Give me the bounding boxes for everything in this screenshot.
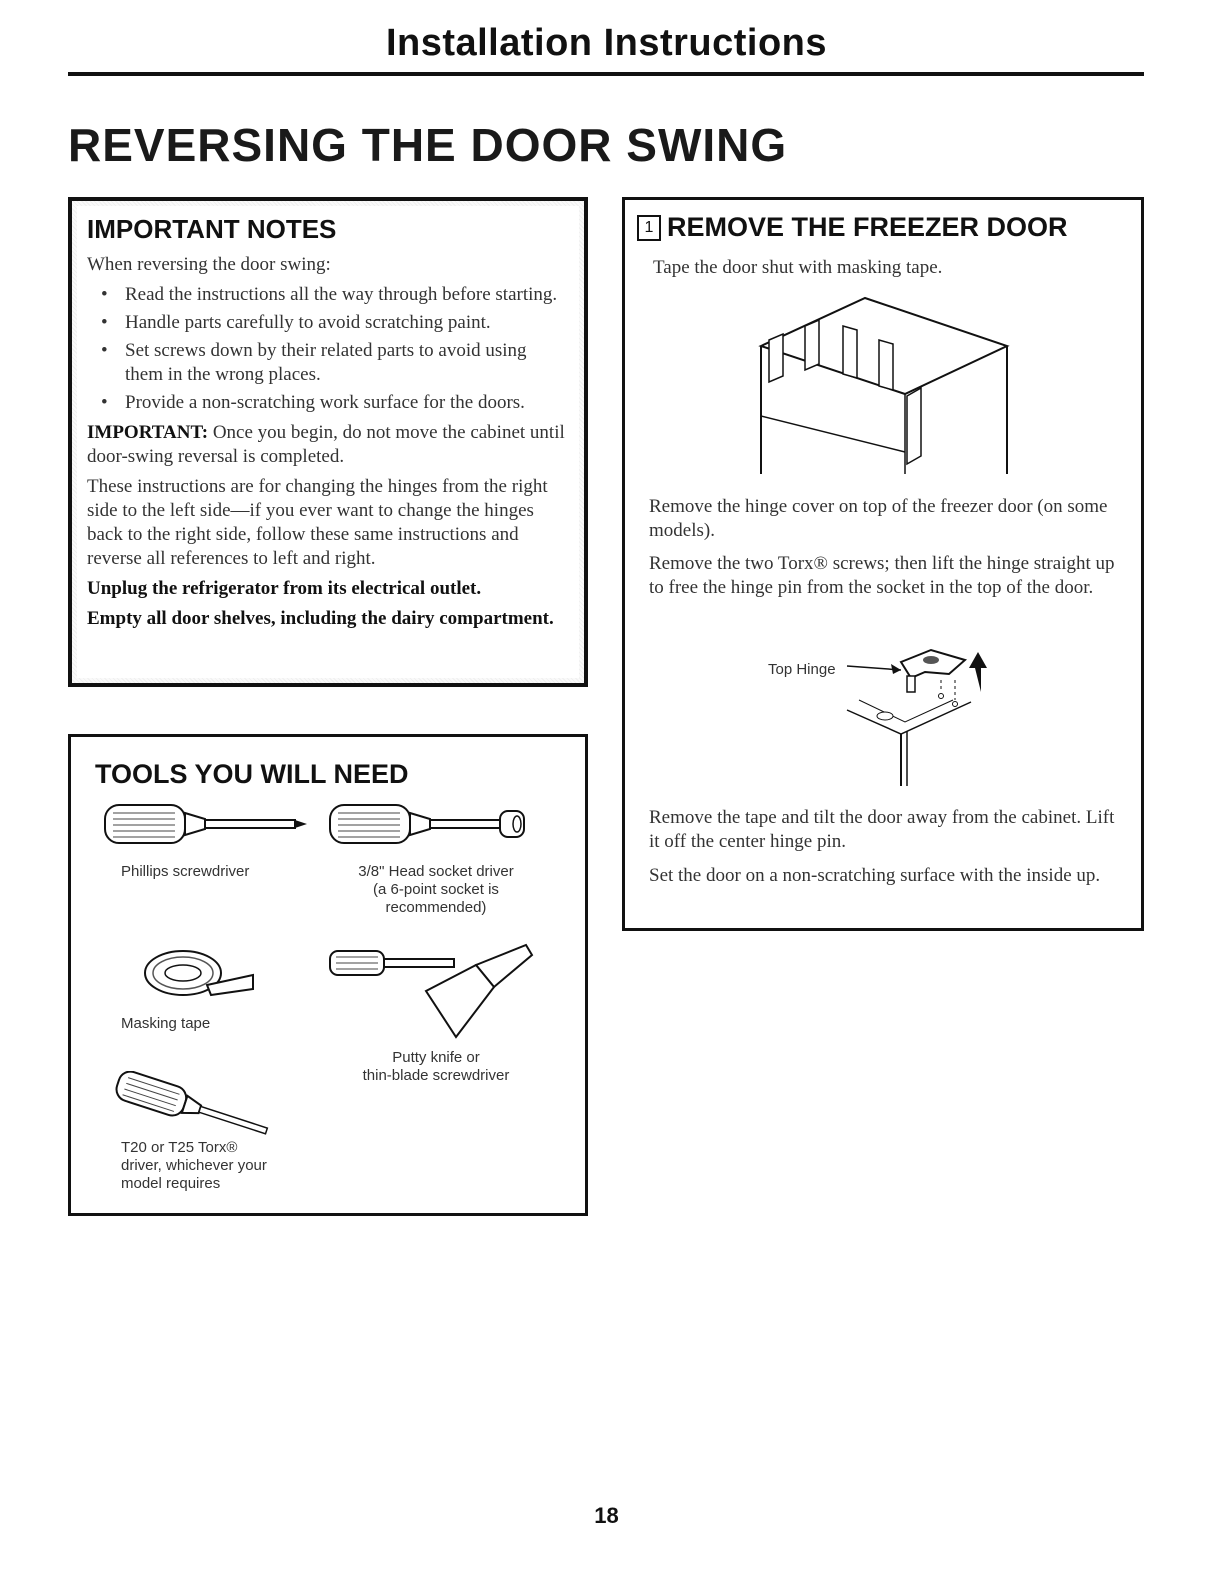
putty-knife-icon: [326, 941, 536, 1041]
header-rule: [68, 72, 1144, 76]
freezer-tape-illustration: [755, 296, 1025, 476]
phillips-label: Phillips screwdriver: [121, 863, 250, 880]
masking-tape-icon: [141, 945, 261, 1005]
freezer-door-heading: [637, 212, 1068, 243]
torx-driver-icon: [111, 1071, 281, 1141]
top-hinge-label: Top Hinge: [768, 661, 836, 678]
socket-driver-icon: [326, 799, 536, 849]
putty-knife-label: Putty knife or thin-blade screwdriver: [362, 1049, 510, 1084]
socket-driver-label: 3/8" Head socket driver (a 6-point socket is recommended): [358, 863, 514, 916]
tools-box: [68, 734, 588, 1216]
torx-screws-instruction: Remove the two Torx® screws; then lift the hinge straight up to free the hinge pin from the socket in the top of the door.: [649, 553, 1115, 598]
freezer-door-box: [622, 197, 1144, 931]
empty-shelves-warning: Empty all door shelves, including the dairy compartment.: [87, 608, 554, 629]
notes-bullet-list: [87, 283, 569, 415]
notes-bullet: • Handle parts carefully to avoid scratching paint.: [101, 312, 491, 333]
notes-bullet: • Provide a non-scratching work surface for the doors.: [101, 392, 525, 413]
phillips-screwdriver-icon: [101, 799, 311, 849]
important-label: IMPORTANT:: [87, 422, 209, 443]
notes-bullet: • Read the instructions all the way through before starting.: [101, 284, 558, 305]
page-header: Installation Instructions: [385, 22, 828, 64]
torx-driver-label: T20 or T25 Torx® driver, whichever your model requires: [121, 1139, 267, 1192]
step-number-badge: 1: [637, 215, 661, 241]
set-door-instruction: Set the door on a non-scratching surface with the inside up.: [649, 865, 1101, 886]
important-paragraph: [87, 421, 569, 469]
freezer-door-title: REMOVE THE FREEZER DOOR: [667, 212, 1068, 242]
tilt-door-instruction: Remove the tape and tilt the door away from the cabinet. Lift it off the center hinge pin.: [649, 807, 1115, 852]
hinges-paragraph: These instructions are for changing the hinges from the right side to the left side—if you ever want to change the hinges back to the right side, follow these same instructions and reverse all references to left and right.: [87, 476, 548, 569]
important-notes-box: [68, 197, 588, 687]
masking-tape-label: Masking tape: [121, 1015, 211, 1032]
hinge-cover-instruction: Remove the hinge cover on top of the freezer door (on some models).: [649, 496, 1108, 541]
top-hinge-illustration: [845, 640, 995, 788]
tools-heading: TOOLS YOU WILL NEED: [95, 759, 409, 789]
notes-intro: When reversing the door swing:: [87, 254, 331, 275]
important-notes-heading: IMPORTANT NOTES: [87, 214, 337, 244]
page-number: 18: [594, 1503, 619, 1528]
section-title: REVERSING THE DOOR SWING: [68, 119, 788, 171]
unplug-warning: Unplug the refrigerator from its electrical outlet.: [87, 578, 482, 599]
tape-instruction: Tape the door shut with masking tape.: [653, 257, 943, 278]
important-text: Once you begin, do not move the cabinet until door-swing reversal is completed.: [87, 422, 565, 467]
notes-bullet: • Set screws down by their related parts to avoid using them in the wrong places.: [101, 340, 527, 385]
